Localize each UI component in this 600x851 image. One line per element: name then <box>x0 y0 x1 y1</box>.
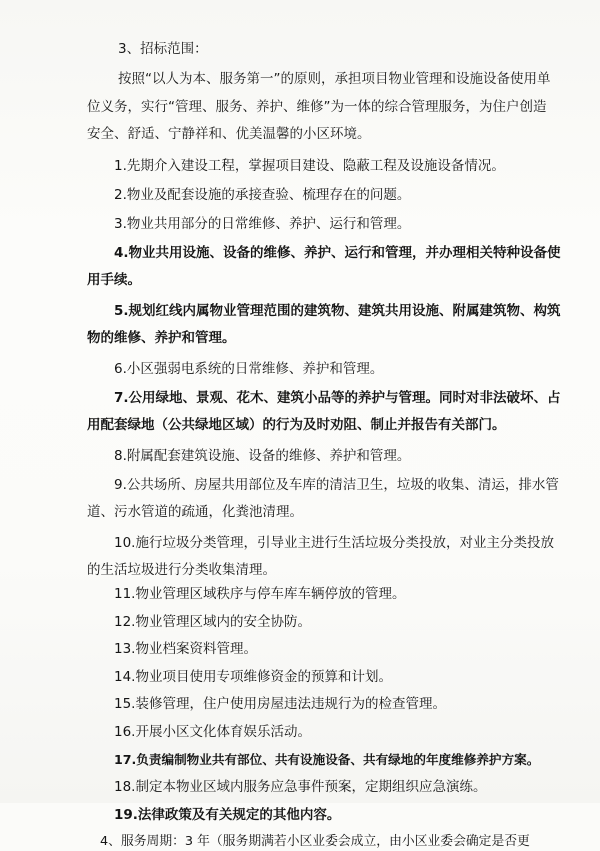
scope-item-2: 2.物业及配套设施的承接查验、梳理存在的问题。 <box>114 187 411 203</box>
scope-item-12: 12.物业管理区域内的安全协防。 <box>114 613 311 630</box>
scope-item-4-line-1: 4.物业共用设施、设备的维修、养护、运行和管理，并办理相关特种设备使 <box>114 245 561 261</box>
scope-item-9-line-1: 9.公共场所、房屋共用部位及车库的清洁卫生，垃圾的收集、清运，排水管 <box>114 477 559 493</box>
scope-item-17: 17.负责编制物业共有部位、共有设施设备、共有绿地的年度维修养护方案。 <box>114 751 540 767</box>
scope-item-15: 15.装修管理，住户使用房屋违法违规行为的检查管理。 <box>114 696 446 713</box>
scope-item-1: 1.先期介入建设工程，掌握项目建设、隐蔽工程及设施设备情况。 <box>114 158 505 174</box>
intro-line-1: 按照“以人为本、服务第一”的原则，承担项目物业管理和设施设备使用单 <box>118 71 551 87</box>
section-4-line: 4、服务周期：3 年（服务期满若小区业委会成立，由小区业委会确定是否更 <box>100 834 530 850</box>
scope-item-7-line-2: 用配套绿地（公共绿地区域）的行为及时劝阻、制止并报告有关部门。 <box>87 417 506 433</box>
scope-item-19: 19.法律政策及有关规定的其他内容。 <box>114 806 341 823</box>
scope-item-18: 18.制定本物业区域内服务应急事件预案，定期组织应急演练。 <box>114 779 487 796</box>
scope-item-8: 8.附属配套建筑设施、设备的维修、养护和管理。 <box>114 448 411 464</box>
intro-line-2: 位义务，实行“管理、服务、养护、维修”为一体的综合管理服务，为住户创造 <box>87 99 547 115</box>
scope-item-5-line-1: 5.规划红线内属物业管理范围的建筑物、建筑共用设施、附属建筑物、构筑 <box>114 303 561 319</box>
scope-item-10-line-1: 10.施行垃圾分类管理，引导业主进行生活垃圾分类投放，对业主分类投放 <box>114 535 554 551</box>
scope-item-4-line-2: 用手续。 <box>87 272 141 288</box>
scope-item-6: 6.小区强弱电系统的日常维修、养护和管理。 <box>114 361 384 377</box>
intro-line-3: 安全、舒适、宁静祥和、优美温馨的小区环境。 <box>87 126 371 142</box>
section-3-heading: 3、招标范围： <box>118 41 208 57</box>
scope-item-3: 3.物业共用部分的日常维修、养护、运行和管理。 <box>114 216 411 232</box>
scope-item-14: 14.物业项目使用专项维修资金的预算和计划。 <box>114 668 392 685</box>
scope-item-11: 11.物业管理区域秩序与停车库车辆停放的管理。 <box>114 586 406 602</box>
scope-item-5-line-2: 物的维修、养护和管理。 <box>87 330 236 346</box>
scope-item-9-line-2: 道、污水管道的疏通，化粪池清理。 <box>87 504 303 520</box>
scope-item-7-line-1: 7.公用绿地、景观、花木、建筑小品等的养护与管理。同时对非法破坏、占 <box>114 390 561 406</box>
scope-item-16: 16.开展小区文化体育娱乐活动。 <box>114 724 311 740</box>
scope-item-13: 13.物业档案资料管理。 <box>114 641 257 658</box>
scope-item-10-line-2: 的生活垃圾进行分类收集清理。 <box>87 562 276 578</box>
